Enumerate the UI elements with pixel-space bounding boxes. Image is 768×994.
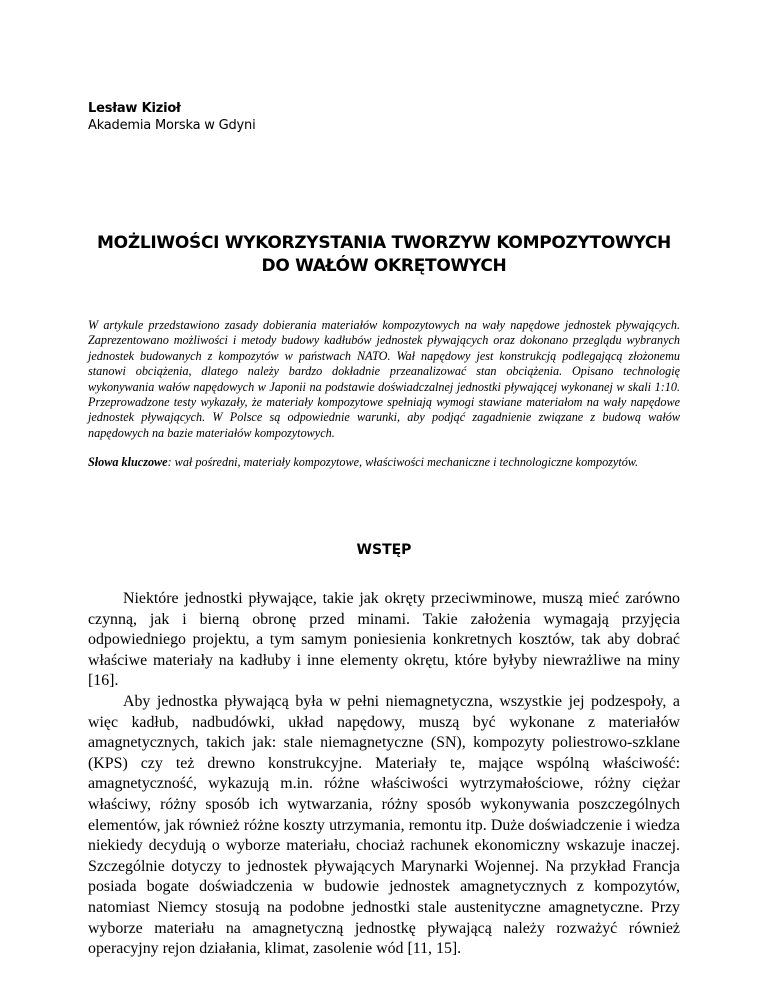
paper-title bbox=[88, 232, 680, 278]
author-name: Lesław Kizioł bbox=[88, 101, 181, 116]
keywords-text: : wał pośredni, materiały kompozytowe, właściwości mechaniczne i technologiczne kompozytów. bbox=[167, 455, 639, 469]
section-heading: WSTĘP bbox=[356, 542, 412, 558]
body-paragraph: Aby jednostka pływającą była w pełni niemagnetyczna, wszystkie jej podzespoły, a więc kadłub, nadbudówki, układ napędowy, muszą być wykonane z materiałów amagnetycznych, takich jak: stale niemagnetyczne (SN), kompozyty poliestrowo-szklane (KPS) czy też drewno konstrukcyjne. Materiały te, mające wspólną właściwość: amagnetyczność, wykazują m.in. różne właściwości wytrzymałościowe, różny ciężar właściwy, różny sposób ich wytwarzania, różny sposób wykonywania poszczególnych elementów, jak również różne koszty utrzymania, remontu itp. Duże doświadczenie i wiedza niekiedy decydują o wyborze materiału, chociaż rachunek ekonomiczny wskazuje inaczej. Szczególnie dotyczy to jednostek pływających Marynarki Wojennej. Na przykład Francja posiada bogate doświadczenia w budowie jednostek amagnetycznych z kompozytów, natomiast Niemcy stosują na podobne jednostki stale austenityczne amagnetyczne. Przy wyborze materiału na amagnetyczną jednostkę pływającą należy rozważyć również operacyjny rejon działania, klimat, zasolenie wód [11, 15]. bbox=[88, 692, 680, 958]
section-body bbox=[88, 589, 680, 960]
keywords bbox=[88, 455, 680, 470]
abstract: W artykule przedstawiono zasady dobierania materiałów kompozytowych na wały napędowe jednostek pływających. Zaprezentowano możliwości i metody budowy kadłubów jednostek pływających oraz dokonano przeglądu wybranych jednostek budowanych z kompozytów w państwach NATO. Wał napędowy jest konstrukcją podlegającą złożonemu stanowi obciążenia, dlatego należy bardzo dokładnie przeanalizować stan obciążenia. Opisano technologię wykonywania wałów napędowych w Japonii na podstawie doświadczalnej jednostki pływającej wykonanej w skali 1:10. Przeprowadzone testy wykazały, że materiały kompozytowe spełniają wymogi stawiane materiałom na wały napędowe jednostek pływających. W Polsce są odpowiednie warunki, aby podjąć zagadnienie związane z budową wałów napędowych na bazie materiałów kompozytowych. bbox=[88, 318, 680, 440]
keywords-label: Słowa kluczowe bbox=[88, 455, 168, 469]
paper-title-line-1: MOŻLIWOŚCI WYKORZYSTANIA TWORZYW KOMPOZYTOWYCH bbox=[97, 233, 671, 253]
body-paragraph: Niektóre jednostki pływające, takie jak okręty przeciwminowe, muszą mieć zarówno czynną, jak i bierną obronę przed minami. Takie założenia wymagają przyjęcia odpowiedniego projektu, a tym samym poniesienia konkretnych kosztów, tak aby dobrać właściwe materiały na kadłuby i inne elementy okrętu, które byłyby niewrażliwe na miny [16]. bbox=[88, 590, 680, 690]
paper-title-line-2: DO WAŁÓW OKRĘTOWYCH bbox=[261, 256, 507, 276]
author-affiliation: Akademia Morska w Gdyni bbox=[88, 118, 256, 133]
author-block bbox=[88, 101, 256, 134]
